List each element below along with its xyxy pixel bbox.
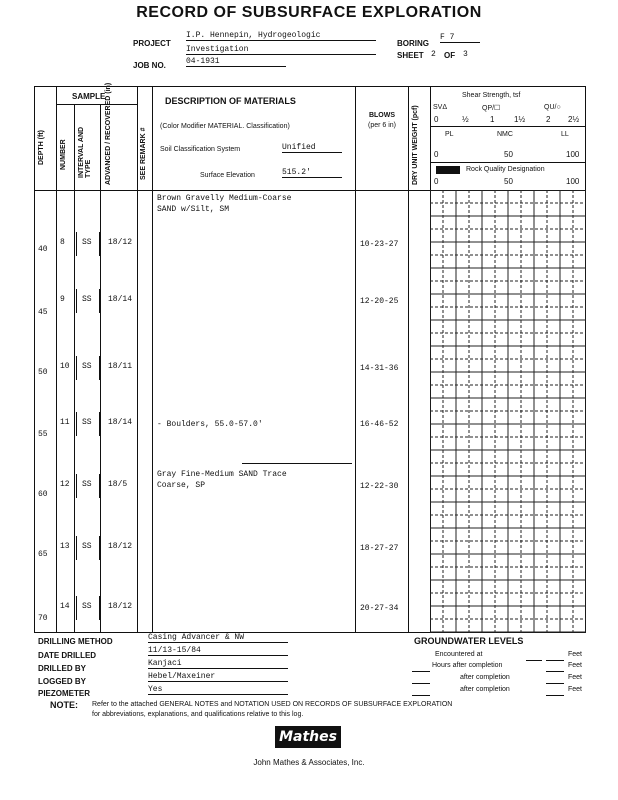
blow-counts: 12-22-30 — [360, 482, 399, 491]
project-value-1: I.P. Hennepin, Hydrogeologic — [186, 31, 376, 41]
description-line: Coarse, SP — [157, 481, 206, 490]
pl-tick: 0 — [434, 150, 439, 159]
drilled-by-value: Kanjaci — [148, 659, 288, 669]
sample-type: SS — [82, 295, 92, 304]
depth-mark: 65 — [38, 550, 48, 559]
sample-interval-marker — [76, 356, 100, 380]
description-subtitle: (Color Modifier MATERIAL. Classification) — [160, 123, 290, 130]
sample-type: SS — [82, 480, 92, 489]
sample-recovery: 18/12 — [108, 542, 133, 551]
depth-mark: 60 — [38, 490, 48, 499]
drilling-method-value: Casing Advancer & NW — [148, 633, 288, 643]
sample-type: SS — [82, 418, 92, 427]
gw-encountered-label: Encountered at — [435, 651, 483, 658]
sample-recovery: 18/14 — [108, 295, 133, 304]
date-drilled-label: DATE DRILLED — [38, 651, 97, 660]
description-line: Brown Gravelly Medium-Coarse — [157, 194, 292, 203]
logged-by-label: LOGGED BY — [38, 677, 87, 686]
note-label: NOTE: — [50, 700, 78, 710]
classification-system-label: Soil Classification System — [160, 146, 241, 153]
depth-mark: 45 — [38, 308, 48, 317]
shear-tick: 2 — [546, 115, 551, 124]
gw-after-label: after completion — [460, 686, 510, 693]
shear-tick: ½ — [462, 115, 469, 124]
drilled-by-label: DRILLED BY — [38, 664, 86, 673]
gw-feet-label: Feet — [568, 674, 583, 681]
description-line: SAND w/Silt, SM — [157, 205, 230, 214]
sample-header: SAMPLE — [72, 92, 106, 101]
blow-counts: 10-23-27 — [360, 240, 399, 249]
sample-recovery: 18/14 — [108, 418, 133, 427]
depth-mark: 50 — [38, 368, 48, 377]
blow-counts: 18-27-27 — [360, 544, 399, 553]
depth-header: DEPTH (ft) — [38, 130, 45, 165]
gw-feet-label: Feet — [568, 686, 583, 693]
sample-number: 14 — [60, 602, 70, 611]
qu-label: QU/○ — [544, 104, 561, 111]
description-title: DESCRIPTION OF MATERIALS — [165, 96, 296, 106]
groundwater-title: GROUNDWATER LEVELS — [414, 636, 524, 646]
logged-by-value: Hebel/Maxeiner — [148, 672, 288, 682]
depth-mark: 70 — [38, 614, 48, 623]
project-label: PROJECT — [133, 39, 171, 48]
sample-number: 9 — [60, 295, 65, 304]
shear-tick: 1 — [490, 115, 495, 124]
dry-unit-weight-header: DRY UNIT WEIGHT (pcf) — [412, 105, 419, 185]
gw-feet-label: Feet — [568, 651, 583, 658]
sample-number: 13 — [60, 542, 70, 551]
interval-header: INTERVAL AND TYPE — [78, 126, 92, 178]
blow-counts: 12-20-25 — [360, 297, 399, 306]
sample-interval-marker — [76, 474, 100, 498]
depth-mark: 55 — [38, 430, 48, 439]
blows-subheader: (per 6 in) — [367, 122, 396, 129]
piezometer-label: PIEZOMETER — [38, 689, 91, 698]
sample-type: SS — [82, 542, 92, 551]
classification-system-value: Unified — [282, 143, 342, 153]
shear-tick: 2½ — [568, 115, 580, 124]
sample-type: SS — [82, 362, 92, 371]
date-drilled-value: 11/13-15/84 — [148, 646, 288, 656]
drilling-method-label: DRILLING METHOD — [38, 637, 113, 646]
blows-header: BLOWS — [368, 112, 396, 119]
rqd-label: Rock Quality Designation — [466, 166, 545, 173]
shear-tick: 0 — [434, 115, 439, 124]
sample-number: 10 — [60, 362, 70, 371]
piezometer-value: Yes — [148, 685, 288, 695]
sample-recovery: 18/12 — [108, 238, 133, 247]
rqd-tick: 0 — [434, 177, 439, 186]
rqd-tick: 50 — [504, 177, 513, 186]
company-logo: Mathes — [275, 726, 341, 748]
sample-interval-marker — [76, 596, 100, 620]
boring-label: BORING — [397, 39, 429, 48]
shear-tick: 1½ — [514, 115, 526, 124]
sample-interval-marker — [76, 412, 100, 436]
qp-label: QP/☐ — [482, 105, 501, 112]
nmc-label: NMC — [497, 131, 513, 138]
boring-value: F 7 — [440, 33, 480, 43]
note-text: Refer to the attached GENERAL NOTES and NOTATION USED ON RECORDS OF SUBSURFACE EXPLORATION — [92, 701, 453, 708]
strength-grid — [430, 190, 586, 633]
see-remark-header: SEE REMARK # — [140, 127, 147, 180]
note-text: for abbreviations, explanations, and qualifications relative to this log. — [92, 711, 304, 718]
gw-after-label: after completion — [460, 674, 510, 681]
depth-mark: 40 — [38, 245, 48, 254]
blow-counts: 14-31-36 — [360, 364, 399, 373]
sheet-total: 3 — [463, 50, 468, 59]
pl-tick: 50 — [504, 150, 513, 159]
surface-elevation-label: Surface Elevation — [200, 172, 255, 179]
number-header: NUMBER — [60, 139, 67, 170]
blow-counts: 20-27-34 — [360, 604, 399, 613]
sample-recovery: 18/12 — [108, 602, 133, 611]
sheet-number: 2 — [431, 50, 436, 59]
surface-elevation-value: 515.2' — [282, 168, 342, 178]
page-title: RECORD OF SUBSURFACE EXPLORATION — [136, 4, 482, 21]
job-label: JOB NO. — [133, 61, 166, 70]
rqd-tick: 100 — [566, 177, 580, 186]
sample-number: 12 — [60, 480, 70, 489]
pl-tick: 100 — [566, 150, 580, 159]
job-value: 04-1931 — [186, 57, 286, 67]
sample-interval-marker — [76, 536, 100, 560]
sample-number: 8 — [60, 238, 65, 247]
description-line: - Boulders, 55.0-57.0' — [157, 420, 263, 429]
sample-type: SS — [82, 238, 92, 247]
sheet-of-label: OF — [444, 51, 456, 60]
sample-interval-marker — [76, 289, 100, 313]
sample-number: 11 — [60, 418, 70, 427]
gw-hours-label: Hours after completion — [432, 662, 503, 669]
sample-interval-marker — [76, 232, 100, 256]
pl-label: PL — [445, 131, 454, 138]
project-value-2: Investigation — [186, 45, 376, 55]
gw-feet-label: Feet — [568, 662, 583, 669]
shear-strength-title: Shear Strength, tsf — [462, 92, 521, 99]
sample-recovery: 18/5 — [108, 480, 128, 489]
advanced-header: ADVANCED / RECOVERED (in) — [105, 82, 112, 185]
description-line: Gray Fine-Medium SAND Trace — [157, 470, 287, 479]
company-name: John Mathes & Associates, Inc. — [253, 758, 365, 767]
sheet-label: SHEET — [397, 51, 424, 60]
ll-label: LL — [561, 131, 569, 138]
sample-type: SS — [82, 602, 92, 611]
blow-counts: 16-46-52 — [360, 420, 399, 429]
sample-recovery: 18/11 — [108, 362, 133, 371]
sv-label: SVΔ — [433, 104, 448, 111]
rqd-legend-swatch — [436, 166, 460, 174]
